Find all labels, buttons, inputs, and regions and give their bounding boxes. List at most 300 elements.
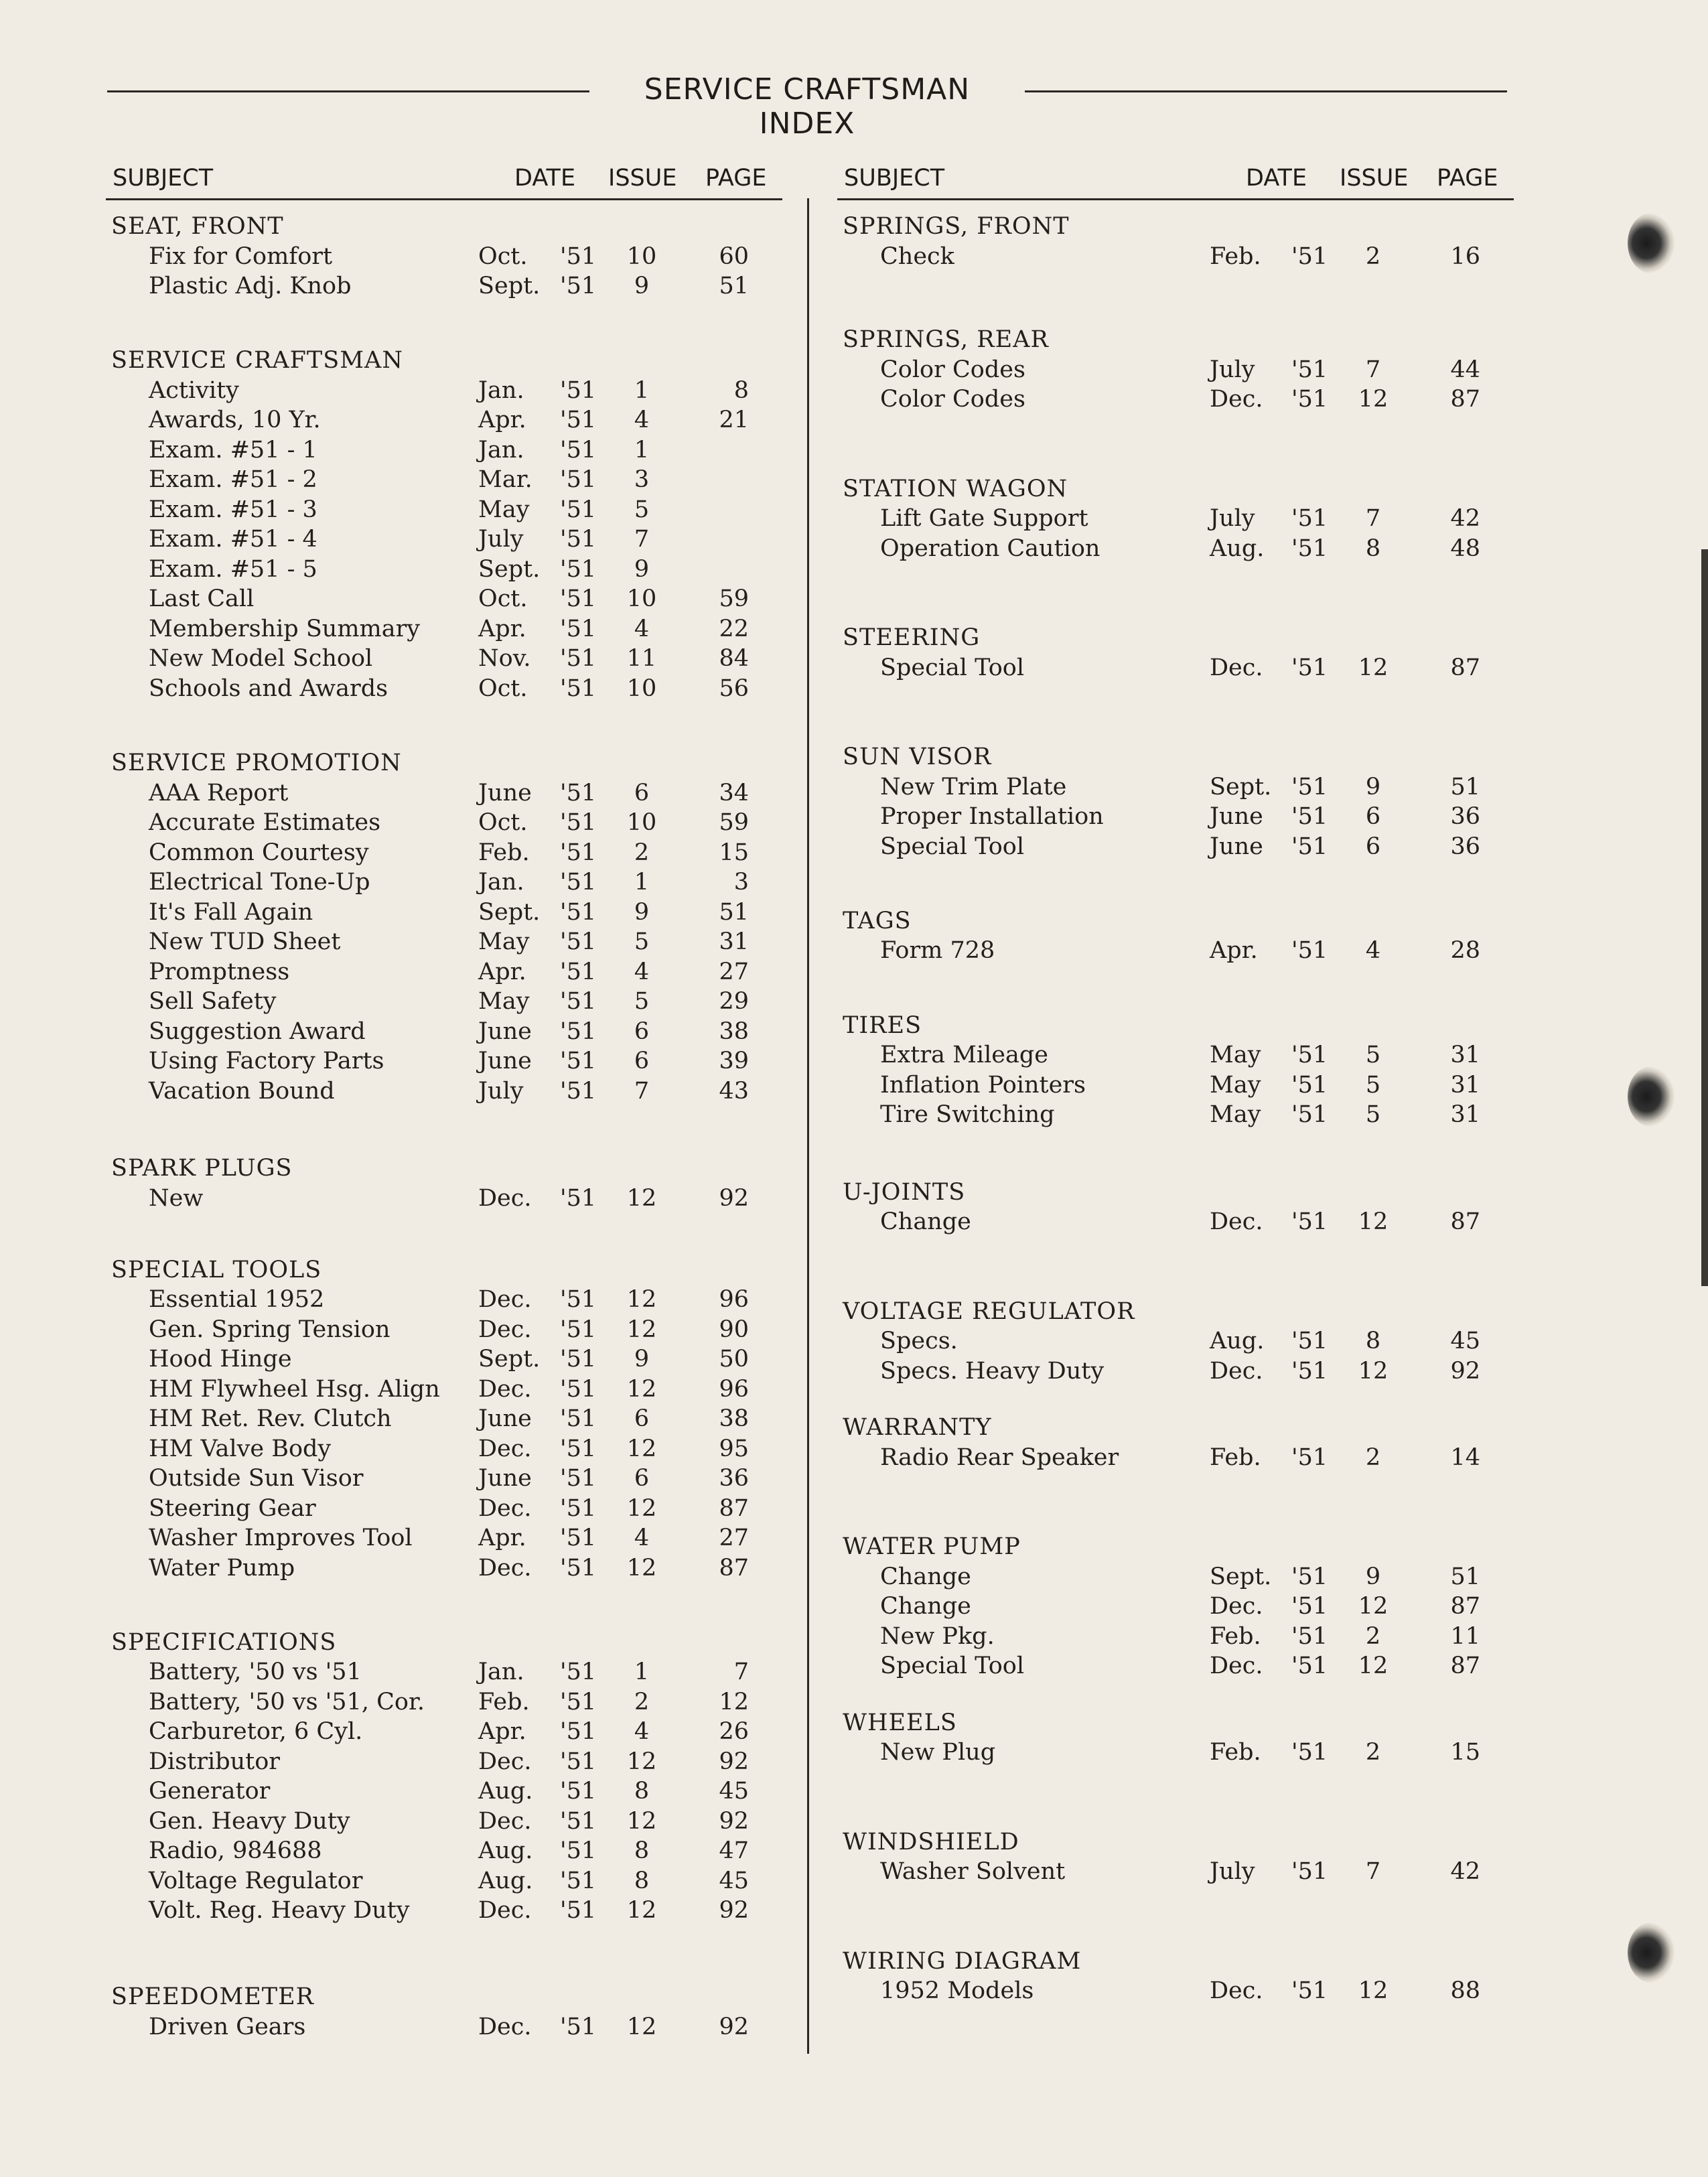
entry-subject: Extra Mileage <box>880 1042 1048 1069</box>
index-section <box>106 1982 782 2042</box>
entry-subject: Carburetor, 6 Cyl. <box>149 1718 363 1746</box>
entry-page: 87 <box>719 1554 749 1582</box>
index-entry <box>837 1651 1514 1681</box>
entry-issue: 9 <box>1365 773 1381 800</box>
index-entry <box>837 1326 1514 1356</box>
entry-page: 92 <box>719 1897 749 1924</box>
index-section <box>837 474 1514 564</box>
entry-issue: 8 <box>634 1778 650 1805</box>
index-entry <box>106 1494 782 1524</box>
entry-issue: 7 <box>634 526 650 553</box>
index-entry <box>106 584 782 614</box>
section-heading-row <box>106 1255 782 1285</box>
index-entry <box>837 1443 1514 1473</box>
entry-year: '51 <box>560 2013 597 2040</box>
entry-subject: Membership Summary <box>149 615 421 642</box>
entry-subject: Sell Safety <box>149 988 277 1015</box>
index-entry <box>106 644 782 674</box>
entry-issue: 12 <box>626 1494 657 1522</box>
section-heading-row <box>837 1297 1514 1327</box>
entry-year: '51 <box>1291 1071 1328 1099</box>
section-heading-row <box>837 474 1514 504</box>
entry-page: 11 <box>1450 1622 1480 1650</box>
entry-page: 59 <box>719 809 749 836</box>
index-section <box>106 748 782 1106</box>
index-entry <box>837 1738 1514 1768</box>
entry-subject: Form 728 <box>880 937 995 965</box>
entry-issue: 2 <box>634 839 650 866</box>
index-section <box>106 1153 782 1213</box>
entry-month: Dec. <box>1210 1357 1263 1385</box>
entry-month: Dec. <box>1210 1208 1263 1236</box>
entry-month: Feb. <box>1210 1739 1261 1766</box>
entry-issue: 5 <box>1365 1101 1381 1129</box>
entry-issue: 10 <box>626 242 657 270</box>
section-heading: SPEEDOMETER <box>111 1983 315 2011</box>
entry-month: May <box>1210 1071 1261 1099</box>
entry-issue: 10 <box>626 809 657 836</box>
binder-hole-bottom <box>1628 1922 1675 1983</box>
entry-year: '51 <box>1291 773 1328 800</box>
entry-year: '51 <box>1291 654 1328 681</box>
entry-month: Dec. <box>478 1316 532 1343</box>
entry-month: Sept. <box>478 555 541 583</box>
entry-month: June <box>478 1048 532 1074</box>
entry-issue: 5 <box>634 988 650 1015</box>
entry-month: Sept. <box>1210 773 1272 800</box>
entry-subject: Driven Gears <box>149 2013 306 2040</box>
entry-subject: Specs. Heavy Duty <box>880 1357 1105 1385</box>
entry-year: '51 <box>1291 1208 1328 1236</box>
index-entry <box>106 1687 782 1717</box>
entry-page: 60 <box>719 242 749 270</box>
entry-month: Apr. <box>478 1525 526 1551</box>
entry-page: 38 <box>719 1405 749 1432</box>
entry-subject: Inflation Pointers <box>880 1071 1086 1099</box>
entry-issue: 12 <box>626 1897 657 1924</box>
entry-year: '51 <box>560 1435 597 1462</box>
entry-page: 88 <box>1450 1977 1480 2005</box>
index-entry <box>837 1207 1514 1237</box>
entry-year: '51 <box>1291 1858 1328 1886</box>
section-heading-row <box>106 1153 782 1184</box>
index-entry <box>106 867 782 898</box>
entry-year: '51 <box>560 555 597 583</box>
index-entry <box>106 927 782 957</box>
entry-year: '51 <box>1291 386 1328 413</box>
header-issue: ISSUE <box>608 165 677 192</box>
entry-subject: New Trim Plate <box>880 773 1067 800</box>
entry-year: '51 <box>1291 1042 1328 1069</box>
entry-page: 31 <box>719 928 749 955</box>
index-entry <box>106 1866 782 1896</box>
entry-subject: Exam. #51 - 1 <box>149 436 317 464</box>
entry-page: 12 <box>719 1688 749 1715</box>
entry-issue: 5 <box>634 496 650 523</box>
entry-subject: Washer Improves Tool <box>149 1525 413 1551</box>
entry-year: '51 <box>1291 1593 1328 1620</box>
entry-subject: Battery, '50 vs '51 <box>149 1659 362 1686</box>
entry-issue: 2 <box>1365 1622 1381 1650</box>
entry-month: Dec. <box>478 1286 532 1313</box>
header-subject: SUBJECT <box>844 165 945 192</box>
entry-month: Sept. <box>478 1346 541 1373</box>
entry-year: '51 <box>560 839 597 866</box>
entry-page: 92 <box>719 1748 749 1775</box>
section-heading: SPECIFICATIONS <box>111 1628 337 1656</box>
section-heading-row <box>106 346 782 376</box>
index-section <box>106 212 782 301</box>
entry-issue: 12 <box>626 1748 657 1775</box>
entry-year: '51 <box>1291 1357 1328 1385</box>
entry-subject: Volt. Reg. Heavy Duty <box>149 1897 410 1924</box>
entry-month: Dec. <box>478 1375 532 1403</box>
entry-subject: HM Ret. Rev. Clutch <box>149 1405 392 1432</box>
entry-issue: 12 <box>626 2013 657 2040</box>
index-entry <box>106 1404 782 1434</box>
entry-page: 51 <box>719 898 749 926</box>
entry-page: 90 <box>719 1316 749 1343</box>
entry-month: July <box>1210 356 1255 383</box>
entry-page: 44 <box>1450 356 1480 383</box>
entry-subject: Voltage Regulator <box>149 1867 363 1894</box>
entry-month: Aug. <box>478 1778 533 1805</box>
entry-page: 42 <box>1450 1858 1480 1886</box>
entry-month: Apr. <box>478 615 526 642</box>
title-rule-right <box>1025 90 1507 92</box>
entry-issue: 6 <box>634 1465 650 1492</box>
right-column-header <box>837 161 1514 198</box>
entry-issue: 10 <box>626 675 657 702</box>
section-heading: STEERING <box>843 624 981 652</box>
entry-year: '51 <box>560 496 597 523</box>
entry-subject: Gen. Heavy Duty <box>149 1807 350 1835</box>
entry-page: 42 <box>1450 505 1480 533</box>
entry-month: Feb. <box>1210 1622 1261 1650</box>
entry-subject: Generator <box>149 1778 271 1805</box>
section-heading: SERVICE CRAFTSMAN <box>111 347 403 374</box>
index-entry <box>837 936 1514 966</box>
entry-subject: Accurate Estimates <box>149 809 381 836</box>
entry-month: Sept. <box>478 273 541 299</box>
index-section <box>106 1628 782 1926</box>
entry-month: Dec. <box>1210 386 1263 413</box>
entry-subject: Suggestion Award <box>149 1017 366 1045</box>
entry-subject: HM Flywheel Hsg. Align <box>149 1375 440 1403</box>
entry-month: Mar. <box>478 466 532 494</box>
index-entry <box>106 1434 782 1464</box>
entry-year: '51 <box>560 1748 597 1775</box>
entry-subject: New <box>149 1184 204 1212</box>
entry-issue: 7 <box>634 1077 650 1105</box>
entry-month: Dec. <box>478 1494 532 1522</box>
entry-month: Oct. <box>478 809 528 836</box>
index-entry <box>106 495 782 525</box>
title-row <box>107 67 1507 141</box>
entry-month: Dec. <box>478 1184 532 1212</box>
entry-page: 36 <box>1450 833 1480 860</box>
entry-page: 34 <box>719 779 749 806</box>
entry-subject: Exam. #51 - 4 <box>149 526 317 553</box>
entry-month: June <box>1210 803 1263 831</box>
index-section <box>837 906 1514 966</box>
entry-month: Dec. <box>478 1554 532 1582</box>
entry-page: 50 <box>719 1346 749 1373</box>
header-date: DATE <box>514 165 576 192</box>
index-entry <box>106 1017 782 1047</box>
entry-page: 45 <box>719 1778 749 1805</box>
index-entry <box>106 1464 782 1494</box>
index-entry <box>106 1553 782 1584</box>
section-heading-row <box>106 748 782 778</box>
entry-page: 15 <box>1450 1739 1480 1766</box>
section-heading-row <box>837 1178 1514 1208</box>
section-heading: WHEELS <box>843 1709 957 1736</box>
entry-subject: Check <box>880 242 954 270</box>
entry-subject: Outside Sun Visor <box>149 1465 364 1492</box>
entry-page: 36 <box>1450 803 1480 831</box>
entry-page: 22 <box>719 615 749 642</box>
entry-page: 96 <box>719 1375 749 1403</box>
entry-year: '51 <box>560 273 597 299</box>
page-title: SERVICE CRAFTSMAN INDEX <box>644 72 971 141</box>
index-section <box>837 623 1514 683</box>
index-entry <box>837 384 1514 415</box>
index-entry <box>106 1184 782 1214</box>
entry-issue: 12 <box>1358 654 1389 681</box>
entry-year: '51 <box>560 1048 597 1074</box>
entry-year: '51 <box>1291 1977 1328 2005</box>
entry-month: Feb. <box>1210 242 1261 270</box>
entry-page: 92 <box>719 2013 749 2040</box>
entry-month: Jan. <box>478 869 524 896</box>
entry-month: Apr. <box>1210 937 1258 965</box>
entry-month: Jan. <box>478 376 524 404</box>
index-entry <box>106 242 782 272</box>
index-section <box>837 1827 1514 1887</box>
right-column <box>837 161 1514 2090</box>
entry-month: Sept. <box>1210 1563 1272 1590</box>
section-heading-row <box>837 1708 1514 1738</box>
entry-year: '51 <box>560 466 597 494</box>
entry-year: '51 <box>560 585 597 613</box>
entry-year: '51 <box>560 1897 597 1924</box>
entry-year: '51 <box>560 809 597 836</box>
entry-subject: Operation Caution <box>880 535 1100 562</box>
entry-month: May <box>478 496 530 523</box>
entry-year: '51 <box>560 928 597 955</box>
entry-year: '51 <box>1291 1101 1328 1129</box>
entry-year: '51 <box>560 436 597 464</box>
index-entry <box>106 376 782 406</box>
entry-page: 51 <box>719 273 749 299</box>
entry-issue: 12 <box>626 1435 657 1462</box>
index-entry <box>106 987 782 1017</box>
left-column-header <box>106 161 782 198</box>
entry-issue: 1 <box>634 1659 650 1686</box>
index-entry <box>106 614 782 644</box>
entry-year: '51 <box>560 526 597 553</box>
entry-year: '51 <box>1291 535 1328 562</box>
entry-year: '51 <box>1291 937 1328 965</box>
entry-issue: 2 <box>1365 1739 1381 1766</box>
entry-page: 45 <box>1450 1328 1480 1355</box>
index-section <box>106 1255 782 1584</box>
entry-issue: 4 <box>634 1718 650 1746</box>
entry-page: 39 <box>719 1048 749 1074</box>
entry-month: June <box>478 779 532 806</box>
entry-year: '51 <box>560 898 597 926</box>
index-entry <box>106 1896 782 1926</box>
entry-year: '51 <box>560 779 597 806</box>
entry-subject: 1952 Models <box>880 1977 1034 2005</box>
entry-subject: Color Codes <box>880 356 1025 383</box>
entry-page: 87 <box>1450 386 1480 413</box>
entry-month: Feb. <box>1210 1444 1261 1471</box>
index-entry <box>106 898 782 928</box>
column-divider <box>807 198 809 2054</box>
index-entry <box>837 1100 1514 1130</box>
entry-year: '51 <box>1291 1444 1328 1471</box>
entry-page: 87 <box>1450 1208 1480 1236</box>
entry-issue: 12 <box>1358 1593 1389 1620</box>
entry-year: '51 <box>560 1494 597 1522</box>
entry-subject: Change <box>880 1208 971 1236</box>
index-entry <box>106 435 782 466</box>
index-entry <box>837 355 1514 385</box>
entry-issue: 6 <box>634 1405 650 1432</box>
entry-year: '51 <box>560 1346 597 1373</box>
entry-issue: 8 <box>1365 535 1381 562</box>
index-entry <box>106 1315 782 1345</box>
entry-month: Nov. <box>478 645 531 673</box>
entry-subject: Promptness <box>149 958 290 985</box>
entry-month: Dec. <box>478 1435 532 1462</box>
entry-month: Apr. <box>478 958 526 985</box>
entry-month: Sept. <box>478 898 541 926</box>
entry-page: 29 <box>719 988 749 1015</box>
entry-issue: 12 <box>1358 1653 1389 1680</box>
title-rule-left <box>107 90 589 92</box>
entry-subject: Radio, 984688 <box>149 1837 322 1865</box>
index-section <box>837 1297 1514 1387</box>
entry-issue: 12 <box>626 1184 657 1212</box>
entry-issue: 5 <box>1365 1042 1381 1069</box>
entry-year: '51 <box>1291 1563 1328 1590</box>
entry-issue: 9 <box>634 555 650 583</box>
entry-issue: 5 <box>634 928 650 955</box>
index-entry <box>106 957 782 987</box>
entry-issue: 3 <box>634 466 650 494</box>
entry-year: '51 <box>560 1375 597 1403</box>
section-heading-row <box>837 1532 1514 1562</box>
entry-month: Oct. <box>478 585 528 613</box>
entry-issue: 2 <box>1365 1444 1381 1471</box>
entry-month: Aug. <box>478 1867 533 1894</box>
entry-year: '51 <box>560 1867 597 1894</box>
index-entry <box>837 1040 1514 1070</box>
entry-subject: Special Tool <box>880 833 1025 860</box>
entry-page: 87 <box>719 1494 749 1522</box>
entry-month: July <box>1210 1858 1255 1886</box>
entry-subject: Awards, 10 Yr. <box>149 407 321 434</box>
entry-month: May <box>1210 1042 1261 1069</box>
section-heading-row <box>106 1628 782 1658</box>
header-page: PAGE <box>1437 165 1498 192</box>
entry-year: '51 <box>1291 833 1328 860</box>
entry-year: '51 <box>560 615 597 642</box>
entry-subject: Specs. <box>880 1328 958 1355</box>
entry-page: 8 <box>733 376 749 404</box>
entry-page: 31 <box>1450 1042 1480 1069</box>
entry-page: 96 <box>719 1286 749 1313</box>
index-entry <box>106 1657 782 1687</box>
entry-issue: 12 <box>626 1286 657 1313</box>
entry-page: 36 <box>719 1465 749 1492</box>
entry-issue: 2 <box>634 1688 650 1715</box>
entry-issue: 6 <box>634 1017 650 1045</box>
entry-subject: Color Codes <box>880 386 1025 413</box>
section-heading-row <box>837 742 1514 772</box>
entry-month: May <box>1210 1101 1261 1129</box>
entry-issue: 7 <box>1365 1858 1381 1886</box>
entry-issue: 9 <box>1365 1563 1381 1590</box>
entry-year: '51 <box>1291 1739 1328 1766</box>
entry-subject: Common Courtesy <box>149 839 369 866</box>
entry-page: 28 <box>1450 937 1480 965</box>
entry-issue: 4 <box>634 958 650 985</box>
entry-subject: Last Call <box>149 585 255 613</box>
entry-year: '51 <box>560 1688 597 1715</box>
index-entry <box>837 1070 1514 1101</box>
section-heading-row <box>106 1982 782 2012</box>
entry-issue: 12 <box>626 1316 657 1343</box>
entry-subject: Lift Gate Support <box>880 505 1088 533</box>
entry-issue: 12 <box>1358 386 1389 413</box>
entry-issue: 5 <box>1365 1071 1381 1099</box>
index-section <box>837 1947 1514 2006</box>
entry-page: 26 <box>719 1718 749 1746</box>
section-heading-row <box>837 1947 1514 1977</box>
entry-subject: Using Factory Parts <box>149 1048 384 1074</box>
entry-page: 48 <box>1450 535 1480 562</box>
index-section <box>837 742 1514 861</box>
entry-month: Oct. <box>478 242 528 270</box>
entry-issue: 6 <box>634 779 650 806</box>
index-entry <box>837 1356 1514 1387</box>
index-section <box>106 346 782 703</box>
entry-page: 45 <box>719 1867 749 1894</box>
index-entry <box>837 1592 1514 1622</box>
entry-issue: 1 <box>634 869 650 896</box>
section-heading: VOLTAGE REGULATOR <box>843 1297 1135 1325</box>
entry-year: '51 <box>560 1405 597 1432</box>
entry-page: 87 <box>1450 1653 1480 1680</box>
entry-subject: New TUD Sheet <box>149 928 341 955</box>
entry-year: '51 <box>560 1465 597 1492</box>
entry-year: '51 <box>560 1718 597 1746</box>
index-section <box>837 1708 1514 1768</box>
index-entry <box>106 1717 782 1747</box>
entry-month: May <box>478 988 530 1015</box>
entry-year: '51 <box>1291 1622 1328 1650</box>
entry-month: Jan. <box>478 1659 524 1686</box>
index-entry <box>837 1622 1514 1652</box>
index-entry <box>837 242 1514 272</box>
page-edge-shadow <box>1701 549 1708 1286</box>
entry-page: 31 <box>1450 1101 1480 1129</box>
index-entry <box>106 1836 782 1866</box>
